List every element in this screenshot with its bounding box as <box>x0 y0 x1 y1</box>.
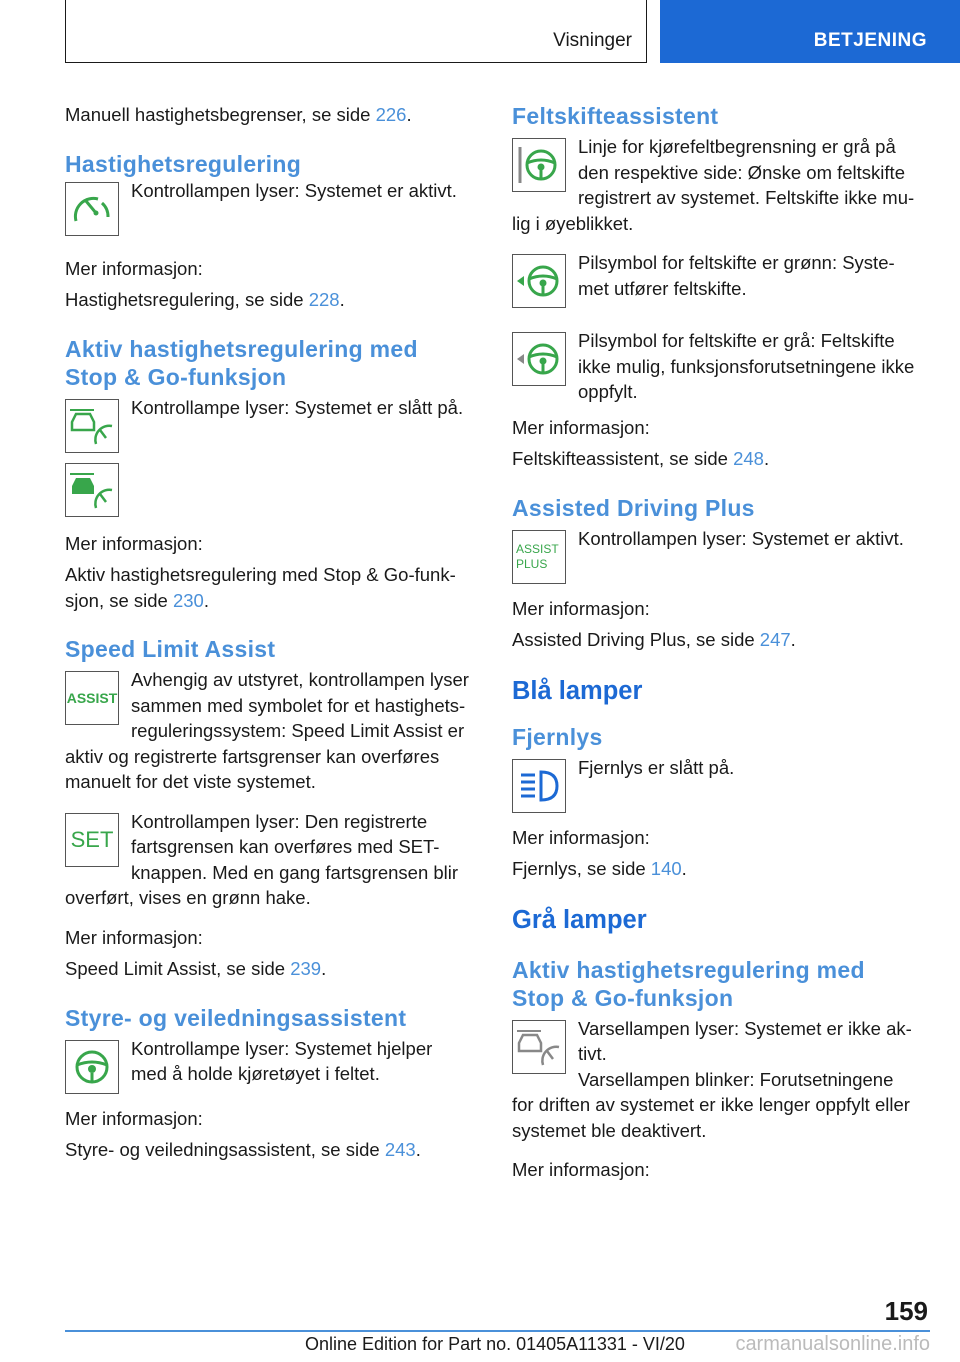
acc-filled-icon <box>65 463 119 517</box>
more-info-label: Mer informasjon: <box>512 1159 650 1180</box>
assist-icon: ASSIST <box>65 671 119 725</box>
indicator-entry <box>65 395 481 459</box>
header-chapter-title: BETJENING <box>813 30 927 51</box>
header-section-box <box>65 0 647 63</box>
lane-change-green-arrow-icon <box>512 254 566 308</box>
indicator-description: Kontrollampe lyser: Systemet hjelper med å holde kjøretøyet i feltet. <box>131 1037 433 1084</box>
indicator-entry <box>65 178 481 242</box>
indicator-entry <box>512 755 930 819</box>
steering-wheel-icon <box>65 1040 119 1094</box>
page-link[interactable]: 243 <box>384 1139 416 1160</box>
indicator-entry <box>65 809 481 911</box>
more-info-label: Mer informasjon: <box>65 1107 203 1129</box>
indicator-description: Kontrollampen lyser: Den registrerte fartsgrensen kan overføres med SET- knappen. Med en gang fartsgrensen blir overført, vises en grønn hake. <box>65 810 459 908</box>
page-link[interactable]: 248 <box>733 448 764 469</box>
page-link[interactable]: 140 <box>650 858 682 879</box>
section-heading: Fjernlys <box>512 723 603 750</box>
indicator-entry <box>512 328 930 405</box>
reference: Feltskifteassistent, se side 248. <box>512 448 770 469</box>
indicator-entry <box>512 1016 930 1144</box>
chapter-heading: Blå lamper <box>512 676 643 705</box>
section-heading: Aktiv hastighetsregulering med Stop & Go-funksjon <box>512 956 865 1011</box>
section-heading: Feltskifteassistent <box>512 103 719 129</box>
header-chapter-tab <box>660 0 960 63</box>
indicator-description: Linje for kjørefeltbegrensning er grå på den respektive side: Ønske om feltskifte registrert av systemet. Feltskifte ikke mu- lig i øyeblikket. <box>512 136 915 234</box>
more-info-label: Mer informasjon: <box>512 597 650 619</box>
more-info-label: Mer informasjon: <box>512 416 650 438</box>
intro-paragraph: Manuell hastighetsbegrenser, se side 226. <box>65 104 412 125</box>
reference: Fjernlys, se side 140. <box>512 858 687 879</box>
page-link[interactable]: 247 <box>759 629 791 650</box>
page-link[interactable]: 228 <box>308 289 340 310</box>
indicator-entry <box>65 459 481 523</box>
left-column <box>65 102 481 1163</box>
indicator-description: Pilsymbol for feltskifte er grå: Feltskifte ikke mulig, funksjonsforutsetningene ikke oppfylt. <box>578 330 915 402</box>
section-heading: Aktiv hastighetsregulering med Stop & Go-funksjon <box>65 335 418 390</box>
section-heading: Hastighetsregulering <box>65 150 302 177</box>
page-number: 159 <box>884 1296 928 1326</box>
page-link[interactable]: 230 <box>172 589 204 611</box>
more-info-label: Mer informasjon: <box>65 257 203 279</box>
watermark: carmanualsonline.info <box>735 1333 930 1355</box>
set-icon: SET <box>65 813 119 867</box>
right-column <box>512 102 930 1183</box>
lane-change-grey-arrow-icon <box>512 332 566 386</box>
indicator-description: Avhengig av utstyret, kontrollampen lyser sammen med symbolet for et hastighets- reguleringssystem: Speed Limit Assist er aktiv og registrerte fartsgrenser kan overføres manuelt for det viste systemet. <box>65 669 469 792</box>
more-info-label: Mer informasjon: <box>512 826 650 848</box>
reference: Styre- og veiledningsassistent, se side 243. <box>65 1139 421 1160</box>
cruise-control-icon <box>65 182 119 236</box>
indicator-entry <box>512 526 930 590</box>
edition-text: Online Edition for Part no. 01405A11331 - VI/20 <box>305 1334 685 1354</box>
section-heading: Speed Limit Assist <box>65 636 276 662</box>
indicator-entry <box>65 667 481 795</box>
reference: Hastighetsregulering, se side 228. <box>65 289 345 310</box>
header-section-title: Visninger <box>553 30 632 51</box>
lane-change-grey-line-icon <box>512 138 566 192</box>
page-link[interactable]: 226 <box>375 104 407 125</box>
assist-plus-icon: ASSIST PLUS <box>512 530 566 584</box>
indicator-description: Fjernlys er slått på. <box>578 756 735 778</box>
indicator-description: Pilsymbol for feltskifte er grønn: Syste- met utfører feltskifte. <box>578 252 895 299</box>
acc-outline-icon <box>65 399 119 453</box>
footer-divider <box>65 1330 930 1332</box>
acc-grey-icon <box>512 1020 566 1074</box>
section-heading: Styre- og veiledningsassistent <box>65 1004 407 1031</box>
indicator-entry <box>512 250 930 314</box>
indicator-description: Varsellampen lyser: Systemet er ikke ak- tivt. Varsellampen blinker: Forutsetningene for driften av systemet er ikke lenger oppfylt eller systemet ble deaktivert. <box>512 1017 912 1141</box>
more-info-label: Mer informasjon: <box>65 532 203 554</box>
indicator-description: Kontrollampe lyser: Systemet er slått på. <box>131 396 464 418</box>
reference: Assisted Driving Plus, se side 247. <box>512 629 796 650</box>
indicator-entry <box>512 134 930 236</box>
chapter-heading: Grå lamper <box>512 905 647 934</box>
indicator-description: Kontrollampen lyser: Systemet er aktivt. <box>131 179 457 201</box>
indicator-entry <box>65 1036 481 1100</box>
section-heading: Assisted Driving Plus <box>512 494 755 521</box>
more-info-label: Mer informasjon: <box>65 926 203 948</box>
reference: Aktiv hastighetsregulering med Stop & Go-funk- sjon, se side 230. <box>65 564 456 611</box>
indicator-description: Kontrollampen lyser: Systemet er aktivt. <box>578 527 904 549</box>
high-beam-icon <box>512 759 566 813</box>
page-link[interactable]: 239 <box>290 958 322 979</box>
reference: Speed Limit Assist, se side 239. <box>65 958 327 979</box>
